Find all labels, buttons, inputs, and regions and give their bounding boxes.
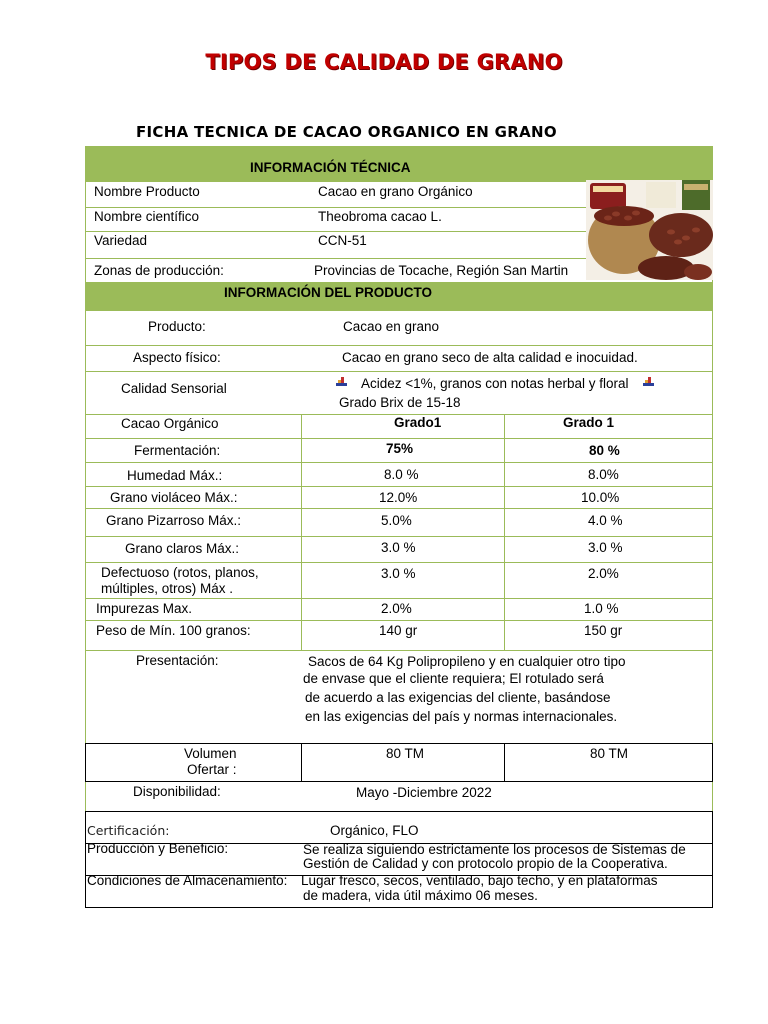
aspecto-label: Aspecto físico:	[133, 350, 221, 365]
volumen-label-1: Volumen	[184, 746, 237, 761]
row-g1-defectuoso: 3.0 %	[381, 566, 416, 581]
sensorial-line2: Grado Brix de 15-18	[339, 395, 461, 410]
nombre-cientifico-label: Nombre científico	[94, 209, 200, 224]
row-g1-violaceo: 12.0%	[379, 490, 418, 505]
disponibilidad-value: Mayo -Diciembre 2022	[356, 785, 492, 800]
presentacion-line-4: en las exigencias del país y normas internacionales.	[305, 709, 618, 724]
row-label-peso: Peso de Mín. 100 granos:	[96, 623, 251, 638]
variedad-value: CCN-51	[318, 233, 367, 248]
row-label-claros: Grano claros Máx.:	[125, 541, 240, 556]
presentacion-line-3: de acuerdo a las exigencias del cliente, basándose	[305, 690, 611, 705]
cacao-organico-label: Cacao Orgánico	[121, 416, 219, 431]
producto-label: Producto:	[148, 319, 206, 334]
tech-info-header-text: INFORMACIÓN TÉCNICA	[250, 160, 411, 175]
product-info-header-text: INFORMACIÓN DEL PRODUCTO	[224, 285, 433, 300]
nombre-cientifico-value: Theobroma cacao L.	[318, 209, 442, 224]
volumen-label-2: Ofertar :	[187, 762, 237, 777]
zonas-label: Zonas de producción:	[94, 263, 224, 278]
row-label-defectuoso-1: Defectuoso (rotos, planos,	[101, 565, 259, 580]
volumen-g1: 80 TM	[386, 746, 425, 761]
grade-col2-header: Grado 1	[563, 415, 615, 430]
row-g1-peso: 140 gr	[379, 623, 418, 638]
sensorial-line1: Acidez <1%, granos con notas herbal y floral	[361, 376, 629, 391]
producto-value: Cacao en grano	[343, 319, 440, 334]
disponibilidad-label: Disponibilidad:	[133, 784, 221, 799]
cacao-product-photo	[586, 180, 713, 280]
row-g2-impurezas: 1.0 %	[584, 601, 619, 616]
nombre-producto-value: Cacao en grano Orgánico	[318, 184, 473, 199]
row-g1-humedad: 8.0 %	[384, 467, 419, 482]
aspecto-value: Cacao en grano seco de alta calidad e inocuidad.	[342, 350, 638, 365]
produccion-line-2: Gestión de Calidad y con protocolo propio de la Cooperativa.	[303, 856, 668, 871]
row-label-impurezas: Impurezas Max.	[96, 601, 193, 616]
presentacion-line-2: de envase que el cliente requiera; El rotulado será	[303, 671, 604, 686]
sensorial-label: Calidad Sensorial	[121, 381, 227, 396]
volumen-g2: 80 TM	[590, 746, 629, 761]
zonas-value: Provincias de Tocache, Región San Martin	[314, 263, 569, 278]
grade-col1-header: Grado1	[394, 415, 442, 430]
produccion-line-1: Se realiza siguiendo estrictamente los procesos de Sistemas de	[303, 842, 686, 857]
bullet-arrow-icon	[643, 377, 654, 388]
almacenamiento-line-2: de madera, vida útil máximo 06 meses.	[303, 888, 538, 903]
produccion-label: Producción y Beneficio:	[87, 841, 229, 856]
almacenamiento-label: Condiciones de Almacenamiento:	[87, 873, 288, 888]
certificacion-value: Orgánico, FLO	[330, 823, 419, 838]
row-g2-defectuoso: 2.0%	[588, 566, 619, 581]
row-g2-humedad: 8.0%	[588, 467, 619, 482]
row-g1-impurezas: 2.0%	[381, 601, 412, 616]
row-label-violaceo: Grano violáceo Máx.:	[110, 490, 238, 505]
nombre-producto-label: Nombre Producto	[94, 184, 200, 199]
row-g2-fermentacion: 80 %	[589, 443, 620, 458]
bullet-arrow-icon	[336, 377, 347, 388]
row-g2-violaceo: 10.0%	[581, 490, 620, 505]
row-g1-pizarroso: 5.0%	[381, 513, 412, 528]
row-g2-claros: 3.0 %	[588, 540, 623, 555]
row-g1-claros: 3.0 %	[381, 540, 416, 555]
presentacion-line-1: Sacos de 64 Kg Polipropileno y en cualquier otro tipo	[308, 654, 626, 669]
row-g2-peso: 150 gr	[584, 623, 623, 638]
row-label-fermentacion: Fermentación:	[134, 443, 221, 458]
variedad-label: Variedad	[94, 233, 148, 248]
page-title: TIPOS DE CALIDAD DE GRANO	[205, 50, 563, 74]
row-label-humedad: Humedad Máx.:	[127, 468, 223, 483]
presentacion-label: Presentación:	[136, 653, 219, 668]
row-label-pizarroso: Grano Pizarroso Máx.:	[106, 513, 242, 528]
row-g1-fermentacion: 75%	[386, 441, 414, 456]
almacenamiento-line-1: Lugar fresco, secos, ventilado, bajo techo, y en plataformas	[301, 873, 658, 888]
sheet-subtitle: FICHA TECNICA DE CACAO ORGANICO EN GRANO	[136, 123, 557, 141]
row-label-defectuoso-2: múltiples, otros) Máx .	[101, 581, 234, 596]
row-g2-pizarroso: 4.0 %	[588, 513, 623, 528]
certificacion-label: Certificación:	[87, 823, 170, 838]
